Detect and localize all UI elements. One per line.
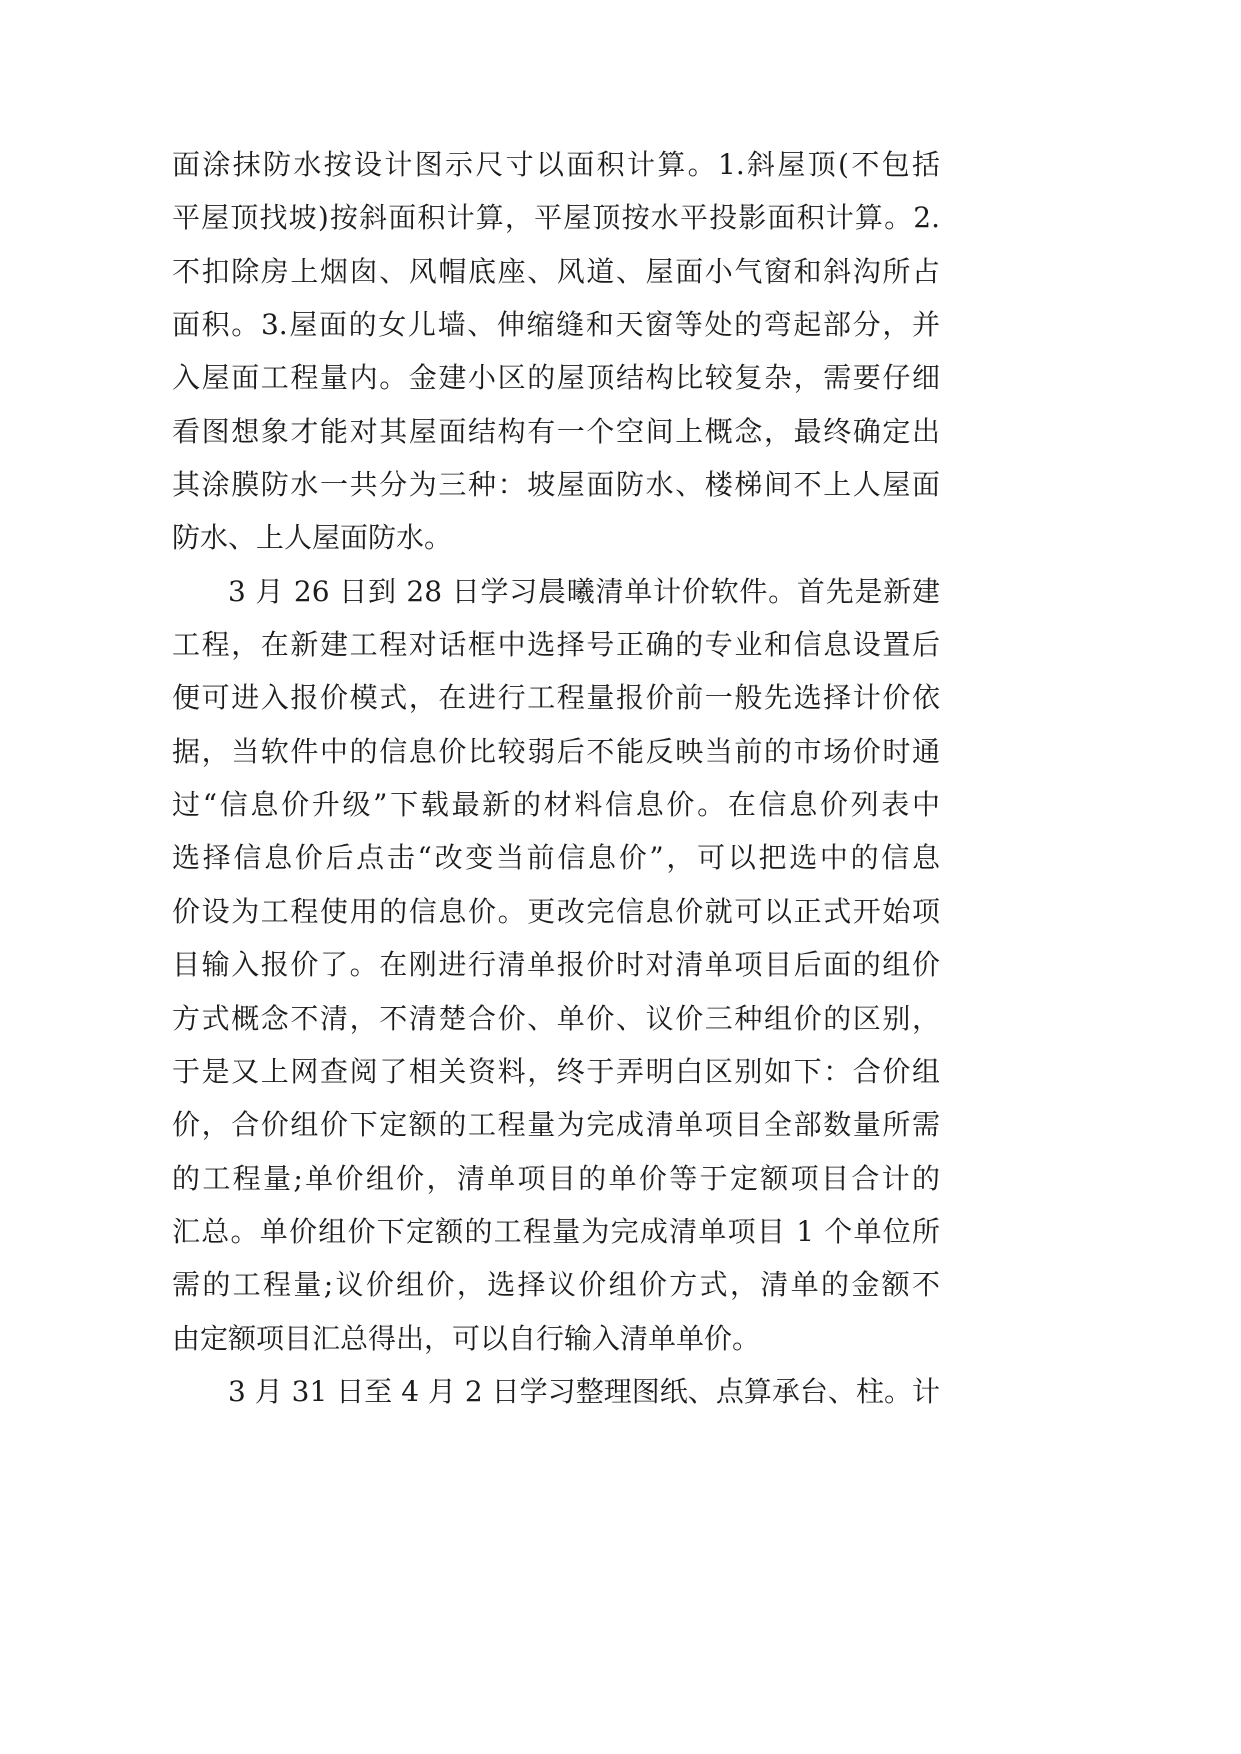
text-line: 其涂膜防水一共分为三种：坡屋面防水、楼梯间不上人屋面	[172, 468, 940, 502]
text-line: 方式概念不清，不清楚合价、单价、议价三种组价的区别，	[172, 1001, 940, 1035]
paragraph	[172, 138, 940, 565]
text-line: 目输入报价了。在刚进行清单报价时对清单项目后面的组价	[172, 948, 940, 982]
paragraph	[172, 565, 940, 1365]
text-line: 过“信息价升级”下载最新的材料信息价。在信息价列表中	[172, 788, 940, 822]
text-line: 便可进入报价模式，在进行工程量报价前一般先选择计价依	[172, 681, 940, 715]
text-line: 需的工程量;议价组价，选择议价组价方式，清单的金额不	[172, 1268, 940, 1302]
text-line: 据，当软件中的信息价比较弱后不能反映当前的市场价时通	[172, 734, 940, 768]
text-line: 3 月 26 日到 28 日学习晨曦清单计价软件。首先是新建	[228, 574, 940, 608]
text-line: 面涂抹防水按设计图示尺寸以面积计算。1.斜屋顶(不包括	[172, 148, 940, 181]
text-line: 看图想象才能对其屋面结构有一个空间上概念，最终确定出	[172, 414, 940, 448]
document-body	[172, 138, 940, 1418]
text-line: 汇总。单价组价下定额的工程量为完成清单项目 1 个单位所	[172, 1214, 940, 1248]
text-line: 选择信息价后点击“改变当前信息价”，可以把选中的信息	[172, 841, 940, 875]
text-line: 价，合价组价下定额的工程量为完成清单项目全部数量所需	[172, 1108, 940, 1142]
text-line: 面积。3.屋面的女儿墙、伸缩缝和天窗等处的弯起部分，并	[172, 308, 940, 342]
text-line: 由定额项目汇总得出，可以自行输入清单单价。	[172, 1321, 761, 1355]
text-line: 价设为工程使用的信息价。更改完信息价就可以正式开始项	[172, 894, 940, 928]
text-line: 平屋顶找坡)按斜面积计算，平屋顶按水平投影面积计算。2.	[172, 201, 940, 235]
text-line: 防水、上人屋面防水。	[172, 521, 453, 555]
text-line: 入屋面工程量内。金建小区的屋顶结构比较复杂，需要仔细	[172, 361, 940, 395]
paragraph	[172, 1365, 940, 1418]
text-line: 的工程量;单价组价，清单项目的单价等于定额项目合计的	[172, 1161, 940, 1195]
text-line: 于是又上网查阅了相关资料，终于弄明白区别如下：合价组	[172, 1054, 940, 1088]
text-line: 3 月 31 日至 4 月 2 日学习整理图纸、点算承台、柱。计	[228, 1374, 940, 1408]
text-line: 不扣除房上烟囱、风帽底座、风道、屋面小气窗和斜沟所占	[172, 254, 940, 288]
text-line: 工程，在新建工程对话框中选择号正确的专业和信息设置后	[172, 628, 940, 662]
